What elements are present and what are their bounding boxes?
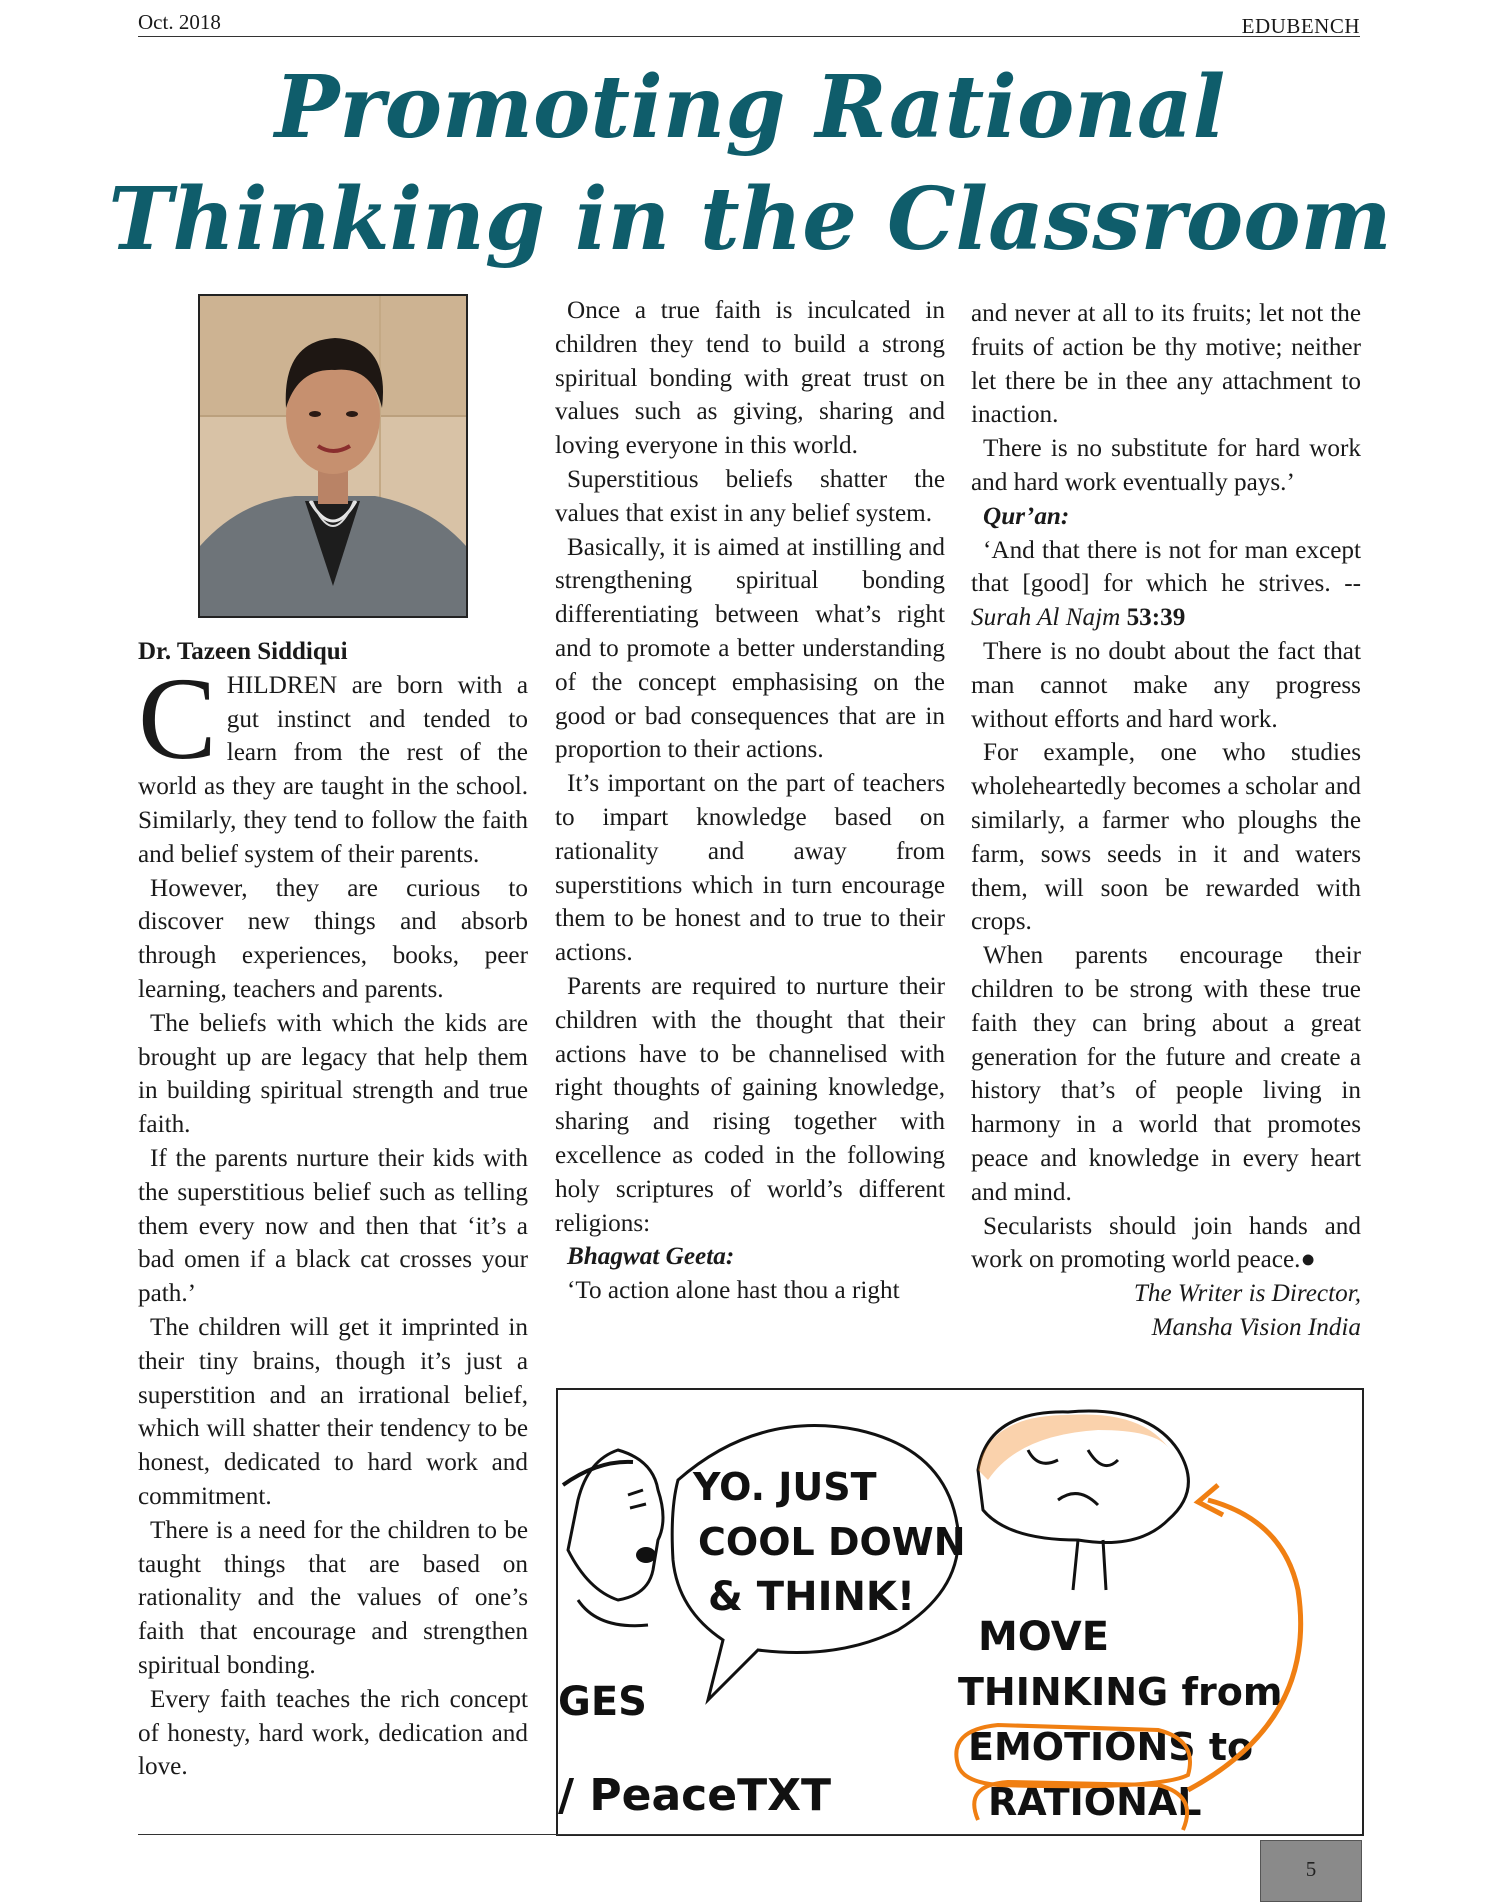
paragraph-4: If the parents nurture their kids with the superstitious belief such as telling them every now and then that ‘it’s a bad omen if a black cat crosses your path.’ <box>138 1144 528 1308</box>
paragraph-16 <box>971 534 1361 635</box>
title-line-1: Promoting Rational <box>274 57 1226 158</box>
page-header <box>138 6 1360 37</box>
paragraph-1-text: HILDREN are born with a gut instinct and tended to learn from the rest of the world as they are taught in the school. Similarly, they tend to follow the faith and belief system of their parents. <box>138 671 528 868</box>
side-line-3: EMOTIONS to <box>968 1725 1254 1769</box>
paragraph-8: Once a true faith is inculcated in children they tend to build a strong spiritual bonding with great trust on values such as giving, sharing and loving everyone in this world. <box>555 297 945 460</box>
column-2 <box>555 294 945 1308</box>
paragraph-10: Basically, it is aimed at instilling and strengthening spiritual bonding differentiating between what’s right and to promote a better understanding of the concept emphasising on the good or bad consequences that are in proportion to their actions. <box>555 533 945 764</box>
paragraph-18: For example, one who studies wholeheartedly becomes a scholar and similarly, a farmer who ploughs the farm, sows seeds in it and waters them, will soon be rewarded with crops. <box>971 739 1361 936</box>
author-photo <box>198 294 468 618</box>
paragraph-12: Parents are required to nurture their children with the thought that their actions have to be channelised with right thoughts of gaining knowledge, sharing and rising together with excellence as coded in the following holy scriptures of world’s different religions: <box>555 972 945 1237</box>
article-title <box>0 52 1500 276</box>
writer-credit-1: The Writer is Director, <box>1133 1280 1361 1308</box>
side-line-4: RATIONAL <box>988 1780 1202 1824</box>
side-line-2: THINKING from <box>958 1670 1283 1714</box>
closing-text: Secularists should join hands and work on promoting world peace. <box>971 1212 1361 1274</box>
drop-cap: C <box>138 652 217 784</box>
edge-line-2: / PeaceTXT <box>558 1770 832 1821</box>
side-line-1: MOVE <box>978 1614 1110 1660</box>
paragraph-6: There is a need for the children to be taught things that are based on rationality and the values of one’s faith that encourage and strengthen spiritual bonding. <box>138 1516 528 1679</box>
issue-date: Oct. 2018 <box>138 10 221 34</box>
paragraph-5: The children will get it imprinted in their tiny brains, though it’s just a superstition and an irrational belief, which will shatter their tendency to be honest, dedicated to hard work and commitment. <box>138 1313 528 1510</box>
paragraph-13: ‘To action alone hast thou a right <box>567 1277 900 1305</box>
paragraph-11: It’s important on the part of teachers to impart knowledge based on rationality and away from superstitions which in turn encourage them to be honest and to true to their actions. <box>555 770 945 967</box>
end-mark: ● <box>1300 1246 1316 1274</box>
paragraph-7: Every faith teaches the rich concept of honesty, hard work, dedication and love. <box>138 1685 528 1781</box>
paragraph-3: The beliefs with which the kids are brought up are legacy that help them in building spiritual strength and true faith. <box>138 1009 528 1139</box>
bubble-line-2: COOL DOWN <box>698 1520 966 1564</box>
writer-credit-2: Mansha Vision India <box>1151 1313 1361 1341</box>
paragraph-2: However, they are curious to discover new things and absorb through experiences, books, peer learning, teachers and parents. <box>138 874 528 1003</box>
paragraph-9: Superstitious beliefs shatter the values that exist in any belief system. <box>555 465 945 527</box>
edge-line-1: GES <box>558 1679 647 1725</box>
bubble-line-3: & THINK! <box>708 1574 916 1620</box>
page-number: 5 <box>1260 1840 1362 1902</box>
bubble-line-1: YO. JUST <box>693 1465 877 1509</box>
author-name: Dr. Tazeen Siddiqui <box>138 638 348 665</box>
column-3 <box>971 297 1361 1345</box>
paragraph-1 <box>138 652 528 872</box>
scripture-heading-geeta: Bhagwat Geeta: <box>567 1243 735 1271</box>
paragraph-20 <box>971 1210 1361 1278</box>
paragraph-15: There is no substitute for hard work and hard work eventually pays.’ <box>971 435 1361 496</box>
paragraph-14: and never at all to its fruits; let not the fruits of action be thy motive; neither let there be in thee any attachment to inaction. <box>971 300 1361 429</box>
paragraph-19: When parents encourage their children to be strong with these true faith they can bring about a great generation for the future and create a history that’s of people living in harmony in a world that promotes peace and knowledge in every heart and mind. <box>971 942 1361 1206</box>
scripture-heading-quran: Qur’an: <box>983 502 1070 530</box>
footer-rule <box>138 1834 1360 1835</box>
title-line-2: Thinking in the Classroom <box>108 169 1392 270</box>
paragraph-17: There is no doubt about the fact that man cannot make any progress without efforts and hard work. <box>971 637 1361 733</box>
quran-reference: 53:39 <box>1126 604 1186 632</box>
column-1 <box>138 635 528 1784</box>
publication-name: EDUBENCH <box>1241 14 1360 38</box>
cartoon-illustration <box>556 1388 1364 1836</box>
quran-source: Surah Al Najm <box>971 604 1121 632</box>
quran-quote: ‘And that there is not for man except that [good] for which he strives. -- <box>971 536 1361 598</box>
